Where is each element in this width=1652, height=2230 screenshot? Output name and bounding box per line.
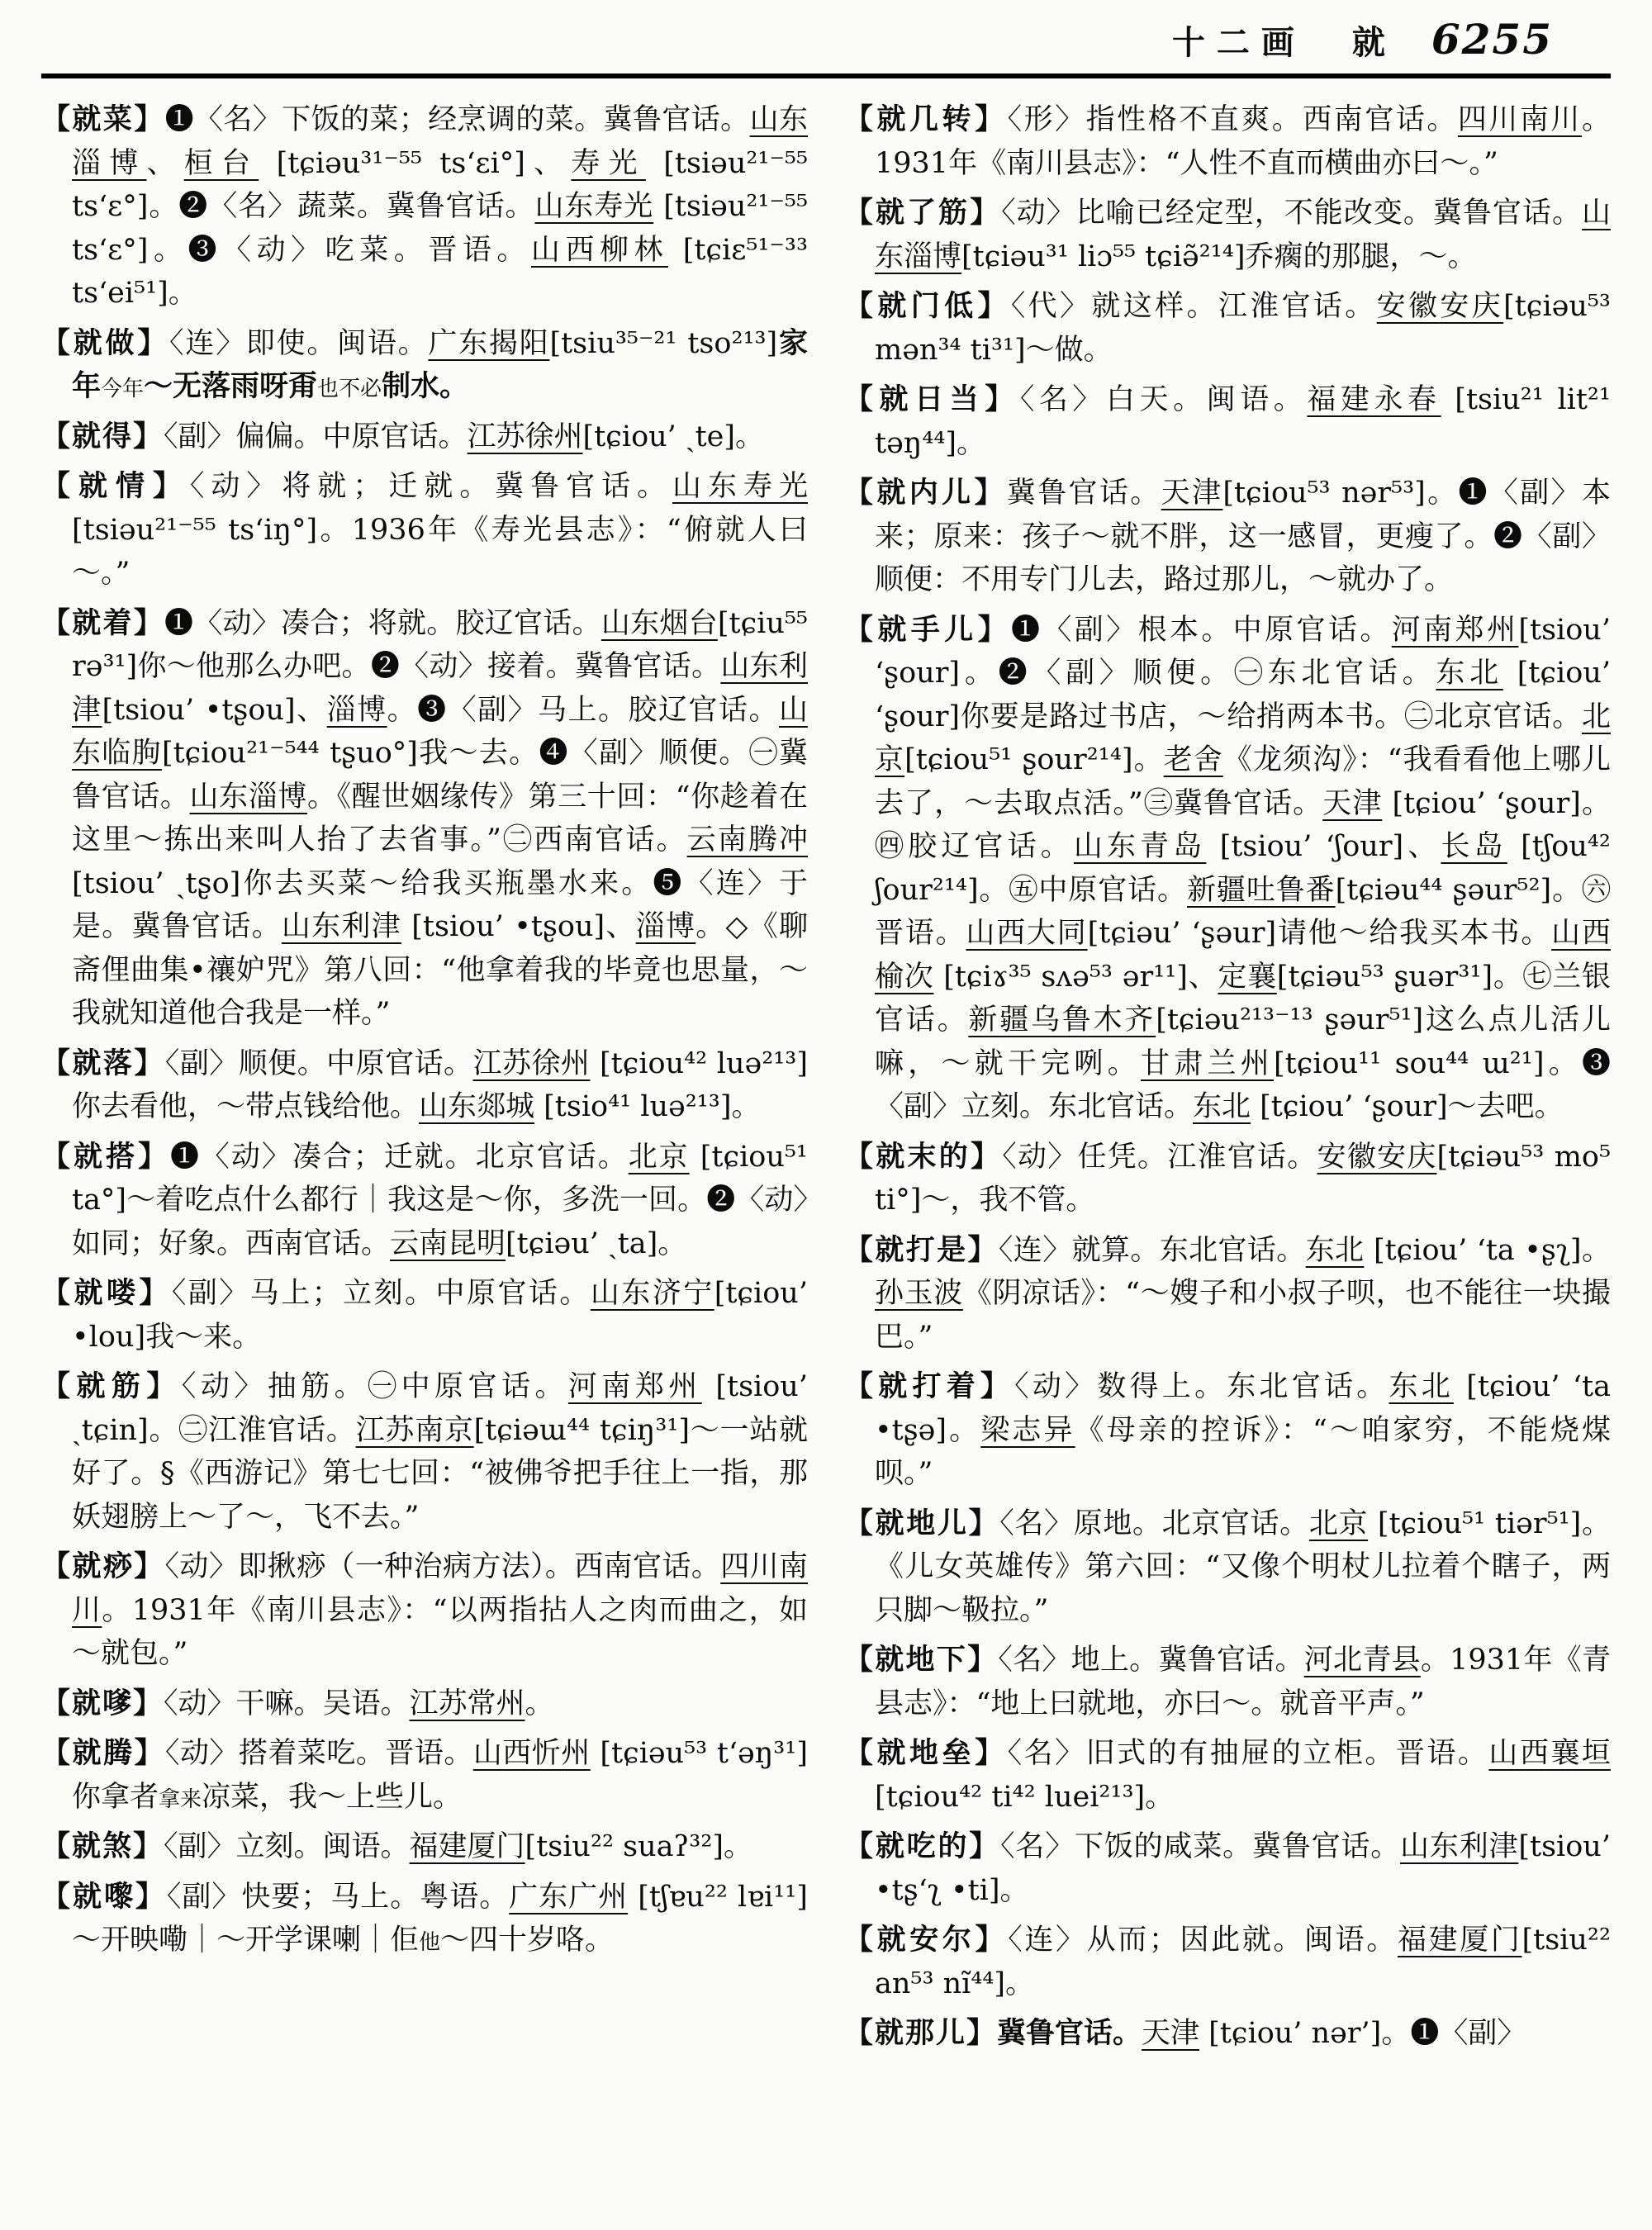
entry-headword: 【就内儿】 [844, 476, 1007, 510]
entry-text-segment: [tsiou’ ʻʂour]。❷〈副〉顺便。㊀东北官话。 [875, 613, 1611, 690]
entry-headword: 【就痧】 [41, 1549, 165, 1583]
header-divider-rule [41, 74, 1611, 78]
entry-headword: 【就打是】 [844, 1232, 999, 1267]
entry-headword: 【就手儿】 [844, 612, 1011, 647]
entry-headword: 【就那儿】 [844, 2016, 998, 2050]
dictionary-entry [844, 1229, 1611, 1359]
place-or-author-name: 福建厦门 [409, 1830, 525, 1863]
dictionary-entry [41, 1365, 808, 1539]
entry-text-segment: [tɕiəu⁴⁴ ʂəur⁵²]。㊅晋语。 [875, 873, 1611, 950]
entry-text-segment: 拿来 [159, 1786, 202, 1812]
place-or-author-name: 河南郑州 [567, 1370, 702, 1403]
entry-headword: 【就日当】 [844, 382, 1020, 416]
entry-text-segment: [tɕiou⁵¹ ʂour²¹⁴]。 [904, 743, 1164, 776]
entry-text-segment: [tsiou’ ˏtʂo]你去买菜～给我买瓶墨水来。❺〈连〉于是。冀鲁官话。 [72, 866, 808, 943]
entry-text-segment: ❶〈副〉根本。中原官话。 [1010, 613, 1392, 647]
place-or-author-name: 天津 [1161, 477, 1223, 510]
dictionary-entry [41, 1042, 808, 1129]
entry-text-segment: [tɕiou¹¹ sou⁴⁴ ɯ²¹]。❸〈副〉立刻。东北官话。 [875, 1046, 1611, 1123]
entry-text-segment: [tsiəu²¹⁻⁵⁵ tsʻiŋ°]。1936年《寿光县志》：“俯就人曰～。” [72, 513, 808, 590]
place-or-author-name: 东北 [1389, 1370, 1454, 1403]
entry-text-segment: [tɕiou’ ʻʂour]～去吧。 [1251, 1090, 1564, 1123]
entry-text-segment: [tʃou⁴² ʃour²¹⁴]。㊄中原官话。 [875, 830, 1611, 907]
dictionary-entry [844, 1502, 1611, 1633]
dictionary-entry [844, 472, 1611, 602]
dictionary-entry [41, 1136, 808, 1266]
entry-headword: 【就门低】 [844, 289, 1011, 323]
entry-text-segment: [tɕiou’ ʻta •ʂʅ]。 [1364, 1233, 1611, 1267]
entry-text-segment: 《龙须沟》：“我看看他上哪儿去了，～去取点活。”㊂冀鲁官话。 [875, 743, 1611, 820]
place-or-author-name: 新疆乌鲁木齐 [968, 1004, 1156, 1037]
place-or-author-name: 北京 [628, 1140, 690, 1174]
entry-text-segment: ❶〈名〉下饭的菜；经烹调的菜。冀鲁官话。 [164, 103, 750, 136]
entry-text-segment: 〈名〉地上。冀鲁官话。 [998, 1644, 1304, 1677]
entry-headword: 【就情】 [41, 469, 190, 503]
place-or-author-name: 山东寿光 [672, 470, 808, 503]
place-or-author-name: 老舍 [1163, 743, 1223, 776]
entry-text-segment: 〈动〉比喻已经定型，不能改变。冀鲁官话。 [1001, 197, 1582, 230]
place-or-author-name: 长岛 [1441, 830, 1507, 863]
entry-headword: 【就安尔】 [844, 1923, 1009, 1957]
entry-headword: 【就地垒】 [844, 1736, 1008, 1770]
entry-text-segment: [tɕiəu’ ʻʂəur]请他～给我买本书。 [1087, 917, 1552, 950]
place-or-author-name: 桓台 [183, 146, 259, 180]
place-or-author-name: 山东临朐 [72, 693, 808, 770]
place-or-author-name: 北京 [1308, 1506, 1369, 1540]
entry-text-segment: [tɕiəu’ ˏta]。 [506, 1226, 687, 1260]
place-or-author-name: 山东青岛 [1073, 830, 1207, 863]
entry-headword: 【就地儿】 [844, 1506, 1000, 1540]
entry-text-segment: ～四十岁咯。 [440, 1924, 615, 1957]
entry-text-segment: [tɕiəu⁵³ tʻəŋ³¹] 你拿者 [72, 1737, 808, 1814]
entry-text-segment: [tɕiəu⁵³ mən³⁴ ti³¹]～做。 [875, 290, 1611, 367]
entry-text-segment: 。1931年《南川县志》：“以两指拈人之肉而曲之，如～就包。” [72, 1593, 808, 1670]
entry-text-segment: [tsiou’ ʻʃour]、 [1206, 830, 1441, 863]
entry-text-segment: [tɕiou’ •lou]我～来。 [72, 1277, 808, 1354]
entry-text-segment: 。❸〈副〉马上。胶辽官话。 [387, 693, 779, 727]
entry-text-segment: [tɕiou⁵³ nər⁵³]。❶〈副〉本来；原来：孩子～就不胖，这一感冒，更瘦了。❷〈副〉顺便：不用专门儿去，路过那儿，～就办了。 [875, 477, 1611, 596]
place-or-author-name: 东北 [1305, 1233, 1365, 1267]
place-or-author-name: 山西襄垣 [1488, 1737, 1611, 1770]
place-or-author-name: 山东淄博 [72, 103, 808, 180]
entry-text-segment: 〈动〉任凭。江淮官话。 [1002, 1140, 1317, 1174]
left-column [41, 98, 808, 2062]
entry-text-segment: [tɕiou⁵¹ tiər⁵¹]。《儿女英雄传》第六回：“又像个明杖儿拉着个瞎子，两只脚～靸拉。” [875, 1506, 1611, 1627]
place-or-author-name: 福建厦门 [1397, 1924, 1522, 1957]
dictionary-entry [844, 2012, 1611, 2056]
entry-text-segment: 〈动〉搭着菜吃。晋语。 [164, 1737, 473, 1770]
entry-text-segment: [tsiəu²¹⁻⁵⁵ tsʻɛ°]。❷〈名〉蔬菜。冀鲁官话。 [72, 146, 808, 223]
place-or-author-name: 广东广州 [509, 1880, 629, 1914]
entry-headword: 【就地下】 [844, 1643, 999, 1677]
entry-text-segment: [tɕiəɯ⁴⁴ tɕiŋ³¹]～一站就好了。§《西游记》第七七回：“被佛爷把手往上一指，那妖翅膀上～了～，飞不去。” [72, 1413, 808, 1534]
entry-text-segment: 冀鲁官话。 [997, 2016, 1142, 2050]
entry-text-segment: ❶〈动〉凑合；将就。胶辽官话。 [164, 606, 601, 640]
entry-text-segment: [tɕiəu⁵³ mo⁵ ti°]～，我不管。 [875, 1140, 1611, 1217]
entry-text-segment: 〈动〉即揪痧（一种治病方法）。西南官话。 [164, 1550, 721, 1583]
place-or-author-name: 安徽安庆 [1376, 290, 1504, 323]
entry-text-segment: 今年 [101, 377, 145, 401]
place-or-author-name: 甘肃兰州 [1141, 1046, 1274, 1080]
entry-text-segment: [tʃɐu²² lɐi¹¹] ～开映嘞｜～开学课喇｜佢 [72, 1880, 808, 1957]
place-or-author-name: 山东淄博 [189, 780, 307, 814]
entry-text-segment: [tɕiɤ³⁵ sʌə⁵³ ər¹¹]、 [933, 960, 1218, 994]
place-or-author-name: 淄博 [326, 693, 387, 727]
entry-text-segment: 〈名〉原地。北京官话。 [999, 1506, 1309, 1540]
entry-text-segment: [tɕiou’ ʻʂour]你要是路过书店，～给捎两本书。㊁北京官话。 [875, 657, 1611, 733]
entry-text-segment: 〈连〉就算。东北官话。 [998, 1233, 1306, 1267]
entry-text-segment: [tsio⁴¹ luə²¹³]。 [534, 1090, 761, 1123]
dictionary-entry [41, 602, 808, 1036]
place-or-author-name: 孙玉波 [875, 1277, 963, 1310]
entry-headword: 【就末的】 [844, 1139, 1003, 1174]
place-or-author-name: 山东利津 [72, 650, 808, 727]
entry-text-segment: 〈名〉白天。闽语。 [1019, 383, 1308, 416]
entry-headword: 【就搭】 [41, 1139, 170, 1174]
entry-text-segment: 〈形〉指性格不直爽。西南官话。 [1007, 103, 1458, 136]
place-or-author-name: 山西榆次 [875, 917, 1611, 994]
entry-text-segment: 也不必 [317, 377, 382, 401]
entry-text-segment: [tsiou’ •tʂou]、 [401, 910, 636, 943]
entry-headword: 【就嚟】 [41, 1879, 167, 1914]
place-or-author-name: 江苏徐州 [467, 420, 583, 453]
dictionary-entry [844, 192, 1611, 278]
entry-text-segment: [tɕiou’ nər’]。❶〈副〉 [1199, 2017, 1526, 2050]
entry-text-segment: 家年 [72, 325, 808, 403]
dictionary-entry [41, 415, 808, 459]
entry-text-segment: [tɕiəu⁵³ ʂuər³¹]。㊆兰银官话。 [875, 960, 1611, 1037]
place-or-author-name: 山东郯城 [419, 1090, 535, 1123]
entry-headword: 【就了筋】 [844, 196, 1002, 230]
dictionary-entry [844, 1136, 1611, 1222]
dictionary-entry [41, 1825, 808, 1869]
entry-text-segment: 他 [419, 1930, 441, 1955]
place-or-author-name: 北京 [875, 700, 1611, 776]
place-or-author-name: 天津 [1322, 786, 1383, 820]
entry-text-segment: [tɕiəu³¹ liɔ⁵⁵ tɕiə̃²¹⁴]乔瘸的那腿，～。 [961, 240, 1477, 273]
entry-text-segment: 《阴凉话》：“～嫂子和小叔子呗，也不能往一块撮巴。” [875, 1277, 1611, 1354]
dictionary-entry [41, 1876, 808, 1962]
place-or-author-name: 东北 [1193, 1090, 1251, 1123]
entry-text-segment: [tɕiou’ ˏte]。 [582, 420, 765, 453]
entry-text-segment: 〈动〉干嘛。吴语。 [164, 1687, 410, 1720]
place-or-author-name: 山西忻州 [472, 1737, 591, 1770]
dictionary-entry [844, 1365, 1611, 1496]
entry-text-segment: [tsiou’ •tʂou]、 [102, 693, 327, 727]
entry-text-segment: [tsiəu²¹⁻⁵⁵ tsʻɛ°]。❸〈动〉吃菜。晋语。 [72, 190, 808, 267]
entry-text-segment: 、 [146, 146, 184, 180]
two-column-body [41, 98, 1611, 2062]
entry-text-segment: [tɕiəu²¹³⁻¹³ ʂəur⁵¹]这么点儿活儿嘛，～就干完咧。 [875, 1004, 1611, 1080]
place-or-author-name: 河北青县 [1303, 1644, 1421, 1677]
entry-headword: 【就几转】 [844, 102, 1008, 136]
place-or-author-name: 云南腾冲 [686, 823, 808, 856]
dictionary-entry [41, 1272, 808, 1359]
entry-text-segment: ～无落雨呀甭 [144, 369, 318, 403]
place-or-author-name: 新疆吐鲁番 [1186, 873, 1336, 907]
place-or-author-name: 寿光 [571, 146, 646, 180]
place-or-author-name: 安徽安庆 [1317, 1140, 1437, 1174]
dictionary-entry [41, 98, 808, 316]
place-or-author-name: 淄博 [635, 910, 696, 943]
place-or-author-name: 江苏常州 [409, 1687, 525, 1720]
entry-headword: 【就腾】 [41, 1736, 165, 1770]
right-column [844, 98, 1611, 2062]
entry-headword: 【就菜】 [41, 102, 165, 136]
entry-text-segment: 。《醒世姻缘传》第三十回：“你趁着在这里～拣出来叫人抬了去省事。”㊁西南官话。 [72, 780, 808, 856]
entry-text-segment: [tɕiou⁴² luə²¹³]你去看他，～带点钱给他。 [72, 1046, 808, 1123]
entry-headword: 【就筋】 [41, 1369, 182, 1403]
place-or-author-name: 山东寿光 [534, 190, 654, 223]
entry-text-segment: 〈副〉顺便。中原官话。 [164, 1046, 473, 1080]
entry-text-segment: 凉菜，我～上些儿。 [202, 1780, 463, 1814]
dictionary-entry [41, 1682, 808, 1726]
place-or-author-name: 东北 [1436, 657, 1503, 690]
entry-headword: 【就打着】 [844, 1369, 1015, 1403]
dictionary-entry [41, 1732, 808, 1819]
place-or-author-name: 山西大同 [966, 917, 1088, 950]
dictionary-entry [844, 285, 1611, 372]
entry-text-segment: 《母亲的控诉》：“～咱家穷，不能烧煤呗。” [875, 1413, 1611, 1490]
page-header [41, 7, 1611, 74]
dictionary-entry [844, 609, 1611, 1129]
entry-text-segment: ❶〈动〉凑合；迁就。北京官话。 [169, 1140, 629, 1174]
place-or-author-name: 山西柳林 [530, 233, 669, 267]
entry-text-segment: 。◇《聊斋俚曲集•禳妒咒》第八回：“他拿着我的毕竟也思量，～我就知道他合我是一样。” [72, 910, 808, 1030]
place-or-author-name: 江苏南京 [355, 1413, 474, 1447]
dictionary-entry [41, 465, 808, 595]
entry-text-segment: 〈名〉旧式的有抽屉的立柜。晋语。 [1007, 1737, 1489, 1770]
entry-text-segment: [tsiu²² an⁵³ nĩ⁴⁴]。 [875, 1924, 1611, 2000]
entry-text-segment: 〈副〉偏偏。中原官话。 [164, 420, 468, 453]
entry-text-segment: 〈动〉将就；迁就。冀鲁官话。 [189, 470, 673, 503]
entry-text-segment: 〈副〉马上；立刻。中原官话。 [171, 1277, 591, 1310]
place-or-author-name: 山东济宁 [590, 1277, 714, 1310]
entry-headword: 【就嗲】 [41, 1686, 164, 1720]
entry-text-segment: [tɕiou⁵¹ ta°]～着吃点什么都行｜我这是～你，多洗一回。❷〈动〉如同；好象。西南官话。 [72, 1140, 808, 1260]
entry-text-segment: [tɕiou’ ʻʂour]。㊃胶辽官话。 [875, 786, 1611, 863]
head-character-label: 就 [1351, 23, 1385, 62]
entry-headword: 【就喽】 [41, 1276, 172, 1310]
entry-text-segment: 〈连〉即使。闽语。 [169, 326, 429, 360]
place-or-author-name: 山东利津 [281, 910, 401, 943]
place-or-author-name: 江苏徐州 [472, 1046, 591, 1080]
place-or-author-name: 山东淄博 [875, 197, 1611, 273]
entry-text-segment: 〈副〉立刻。闽语。 [164, 1830, 410, 1863]
dictionary-entry [844, 378, 1611, 465]
entry-text-segment: 〈动〉数得上。东北官话。 [1014, 1370, 1389, 1403]
stroke-section-label: 十二画 [1171, 23, 1306, 62]
entry-text-segment: 。1931年《南川县志》：“人性不直而横曲亦曰～。” [875, 103, 1611, 180]
entry-text-segment: [tsiu²¹ lit²¹ təŋ⁴⁴]。 [875, 383, 1611, 460]
page-number: 6255 [1431, 15, 1553, 64]
dictionary-entry [844, 98, 1611, 185]
entry-text-segment: 〈连〉从而；因此就。闽语。 [1008, 1924, 1398, 1957]
entry-headword: 【就落】 [41, 1046, 165, 1080]
entry-text-segment: [tɕiu⁵⁵ rə³¹]你～他那么办吧。❷〈动〉接着。冀鲁官话。 [72, 606, 808, 683]
entry-text-segment: 〈代〉就这样。江淮官话。 [1010, 290, 1377, 323]
place-or-author-name: 天津 [1142, 2017, 1200, 2050]
entry-text-segment: [tsiu³⁵⁻²¹ tso²¹³] [549, 326, 778, 360]
place-or-author-name: 广东揭阳 [428, 326, 550, 360]
entry-headword: 【就着】 [41, 605, 165, 640]
place-or-author-name: 山东利津 [1400, 1830, 1519, 1863]
entry-text-segment: 〈动〉抽筋。㊀中原官话。 [181, 1370, 568, 1403]
place-or-author-name: 四川南川 [72, 1550, 808, 1627]
place-or-author-name: 河南郑州 [1391, 613, 1519, 647]
entry-text-segment: 。 [525, 1687, 554, 1720]
dictionary-entry [844, 1732, 1611, 1819]
place-or-author-name: 梁志异 [980, 1413, 1075, 1447]
dictionary-entry [844, 1825, 1611, 1912]
entry-text-segment: [tsiu²² suaʔ³²]。 [525, 1830, 753, 1863]
place-or-author-name: 定襄 [1218, 960, 1277, 994]
place-or-author-name: 四川南川 [1457, 103, 1582, 136]
dictionary-entry [41, 322, 808, 409]
entry-text-segment: 制水。 [382, 369, 469, 403]
entry-text-segment: [tɕiou’ ʻta •tʂə]。 [875, 1370, 1611, 1447]
entry-headword: 【就做】 [41, 325, 170, 360]
entry-text-segment: 〈名〉下饭的咸菜。冀鲁官话。 [1000, 1830, 1401, 1863]
dictionary-entry [844, 1639, 1611, 1725]
entry-text-segment: [tɕiou⁴² ti⁴² luei²¹³]。 [875, 1780, 1175, 1814]
entry-text-segment: [tɕiɛ⁵¹⁻³³ tsʻei⁵¹]。 [72, 233, 808, 310]
dictionary-entry [41, 1545, 808, 1676]
entry-text-segment: [tsiou’ •tʂʻʅ •ti]。 [875, 1830, 1611, 1907]
place-or-author-name: 云南昆明 [390, 1226, 506, 1260]
entry-text-segment: 。1931年《青县志》：“地上曰就地，亦曰～。就音平声。” [875, 1644, 1611, 1720]
dictionary-entry [844, 1919, 1611, 2005]
entry-text-segment: 冀鲁官话。 [1006, 477, 1161, 510]
entry-text-segment: 〈副〉快要；马上。粤语。 [166, 1880, 510, 1914]
entry-text-segment: [tɕiəu³¹⁻⁵⁵ tsʻɛi°]、 [259, 146, 572, 180]
entry-text-segment: [tsiou’ ˏtɕin]。㊁江淮官话。 [72, 1370, 808, 1447]
place-or-author-name: 福建永春 [1307, 383, 1441, 416]
entry-headword: 【就吃的】 [844, 1829, 1001, 1863]
place-or-author-name: 山东烟台 [601, 606, 718, 640]
entry-headword: 【就煞】 [41, 1829, 164, 1863]
entry-text-segment: [tɕiou²¹⁻⁵⁴⁴ tʂuo°]我～去。❹〈副〉顺便。㊀冀鲁官话。 [72, 737, 808, 814]
entry-headword: 【就得】 [41, 419, 164, 453]
